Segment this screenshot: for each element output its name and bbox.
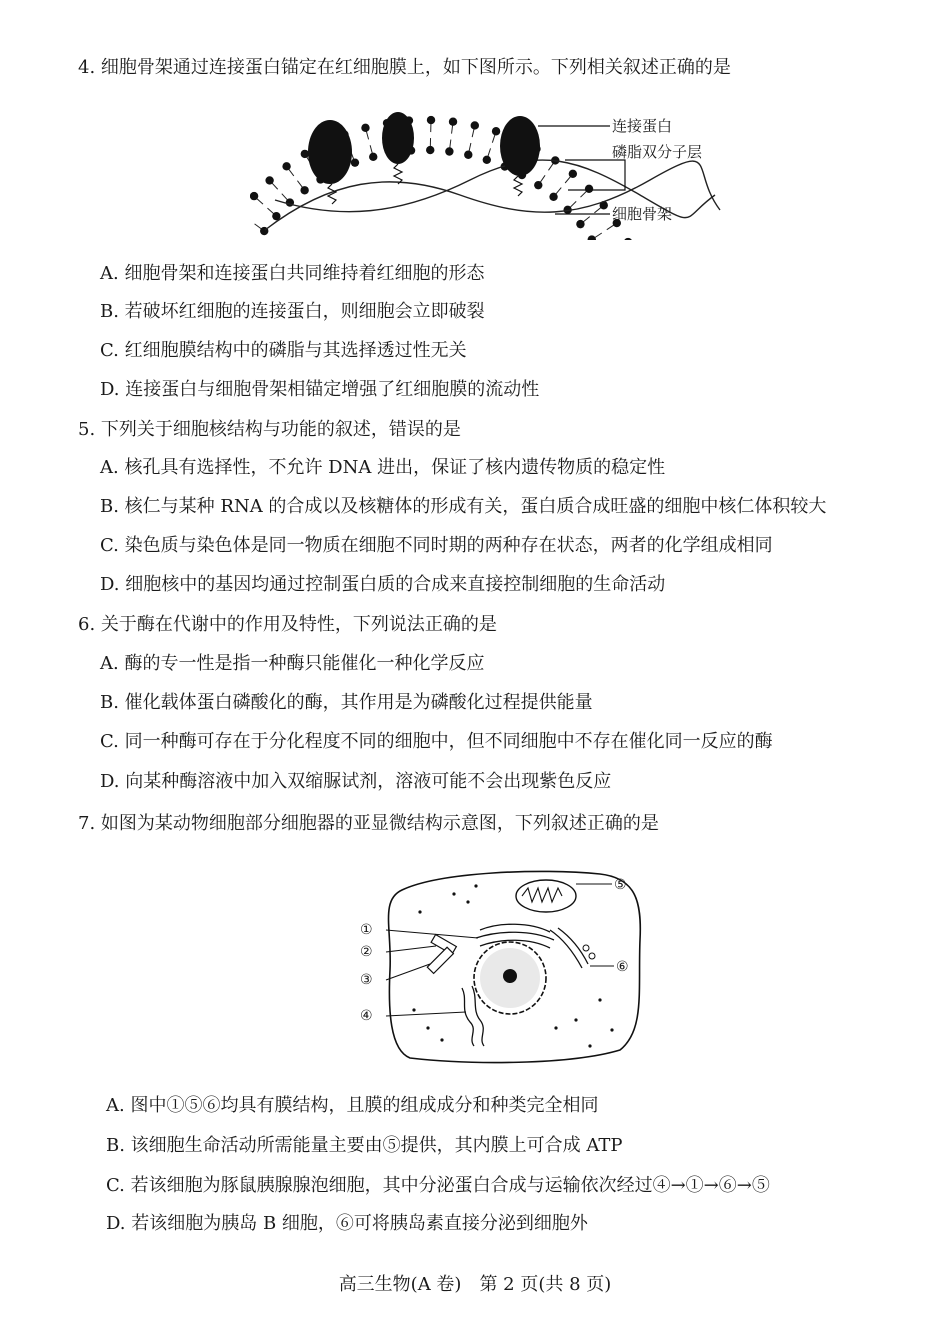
question-7-stem: 7. 如图为某动物细胞部分细胞器的亚显微结构示意图，下列叙述正确的是	[78, 813, 659, 834]
q7-option-a: A. 图中①⑤⑥均具有膜结构，且膜的组成成分和种类完全相同	[106, 1095, 599, 1116]
label-2: ②	[360, 944, 373, 960]
q6-option-d: D. 向某种酶溶液中加入双缩脲试剂，溶液可能不会出现紫色反应	[100, 771, 612, 792]
q4-option-b: B. 若破坏红细胞的连接蛋白，则细胞会立即破裂	[100, 301, 485, 322]
label-1: ①	[360, 922, 373, 938]
q5-option-b: B. 核仁与某种 RNA 的合成以及核糖体的形成有关，蛋白质合成旺盛的细胞中核仁体积较大	[100, 496, 827, 517]
label-cytoskeleton: 细胞骨架	[612, 205, 673, 223]
question-6-stem: 6. 关于酶在代谢中的作用及特性，下列说法正确的是	[78, 614, 497, 635]
membrane-figure	[250, 100, 730, 240]
q6-option-b: B. 催化载体蛋白磷酸化的酶，其作用是为磷酸化过程提供能量	[100, 692, 593, 713]
q7-option-d: D. 若该细胞为胰岛 B 细胞，⑥可将胰岛素直接分泌到细胞外	[106, 1213, 588, 1234]
q4-option-d: D. 连接蛋白与细胞骨架相锚定增强了红细胞膜的流动性	[100, 379, 540, 400]
q6-option-c: C. 同一种酶可存在于分化程度不同的细胞中，但不同细胞中不存在催化同一反应的酶	[100, 731, 773, 752]
label-phospholipid-bilayer: 磷脂双分子层	[612, 143, 703, 161]
label-6: ⑥	[616, 959, 629, 975]
q7-option-b: B. 该细胞生命活动所需能量主要由⑤提供，其内膜上可合成 ATP	[106, 1135, 623, 1156]
cell-figure	[350, 860, 670, 1070]
label-3: ③	[360, 972, 373, 988]
label-5: ⑤	[614, 877, 627, 893]
q5-option-d: D. 细胞核中的基因均通过控制蛋白质的合成来直接控制细胞的生命活动	[100, 574, 666, 595]
label-linker-protein: 连接蛋白	[612, 117, 673, 135]
question-5-stem: 5. 下列关于细胞核结构与功能的叙述，错误的是	[78, 419, 461, 440]
q4-option-c: C. 红细胞膜结构中的磷脂与其选择透过性无关	[100, 340, 467, 361]
question-4-stem: 4. 细胞骨架通过连接蛋白锚定在红细胞膜上，如下图所示。下列相关叙述正确的是	[78, 57, 731, 78]
page-footer: 高三生物(A 卷) 第 2 页(共 8 页)	[338, 1274, 612, 1295]
phospholipid-bilayer	[250, 116, 642, 240]
q7-option-c: C. 若该细胞为豚鼠胰腺腺泡细胞，其中分泌蛋白合成与运输依次经过④→①→⑥→⑤	[106, 1175, 770, 1196]
q6-option-a: A. 酶的专一性是指一种酶只能催化一种化学反应	[100, 653, 485, 674]
q5-option-c: C. 染色质与染色体是同一物质在细胞不同时期的两种存在状态，两者的化学组成相同	[100, 535, 773, 556]
q4-option-a: A. 细胞骨架和连接蛋白共同维持着红细胞的形态	[100, 263, 485, 284]
q5-option-a: A. 核孔具有选择性，不允许 DNA 进出，保证了核内遗传物质的稳定性	[100, 457, 666, 478]
label-4: ④	[360, 1008, 373, 1024]
